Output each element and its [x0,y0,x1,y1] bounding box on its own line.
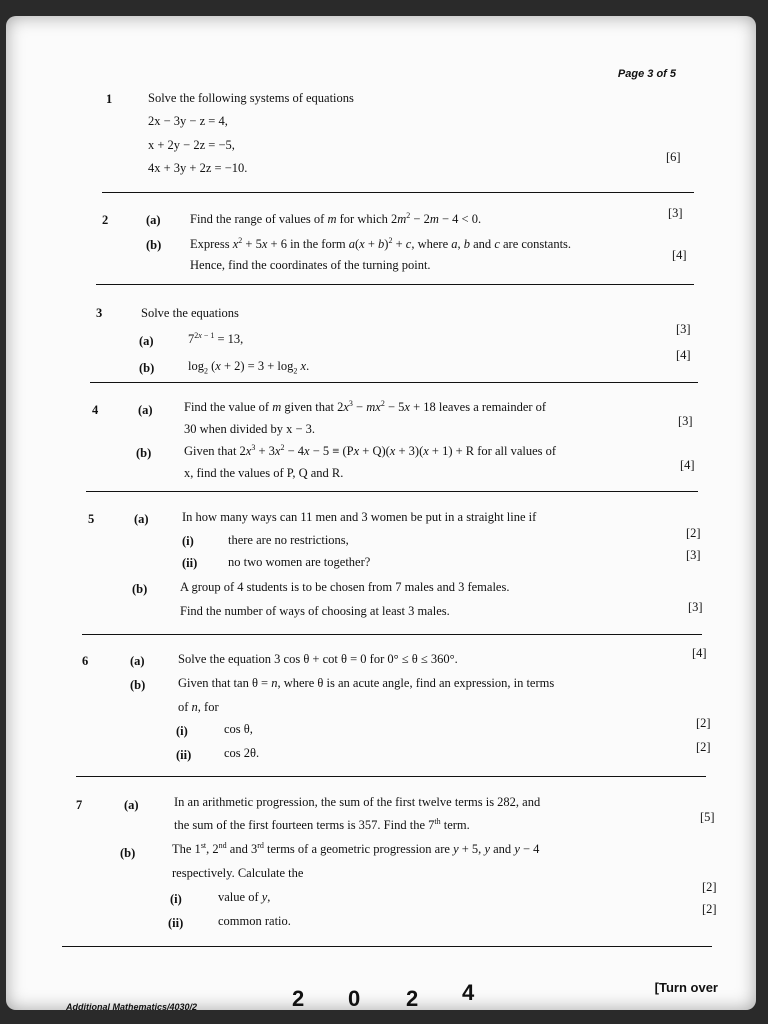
question-text: Find the value of m given that $2x^3 - mx^2 - 5x + 18$ leaves a remainder of [184,398,547,414]
subpart-label: (ii) [168,916,184,930]
question-number: 6 [82,654,89,668]
question-text: Given that tan θ = n, where θ is an acute angle, find an expression, in terms [178,676,555,690]
question-text: In how many ways can 11 men and 3 women be put in a straight line if [182,510,537,524]
part-label: (a) [130,654,145,668]
question-text: x, find the values of P, Q and R. [184,466,344,480]
question-text: cos θ, [224,722,253,736]
question-text: $\log_2 (x + 2) = 3 + \log_2 x$. [188,359,310,376]
subpart-label: (i) [170,892,182,906]
question-text: Hence, find the coordinates of the turning point. [190,258,431,272]
question-text: Find the range of values of m for which $2m^2 - 2m - 4 < 0$. [190,210,482,226]
question-text: The 1st, 2nd and 3rd terms of a geometric progression are y + 5, y and y − 4 [172,840,540,856]
question-text: the sum of the first fourteen terms is 357. Find the 7th term. [174,816,470,832]
marks: [4] [692,646,707,660]
divider [90,382,698,383]
divider [82,634,702,635]
marks: [3] [678,414,693,428]
year-digit: 4 [462,980,475,1005]
question-number: 4 [92,403,99,417]
divider [62,946,712,947]
marks: [2] [702,880,717,894]
subpart-label: (i) [176,724,188,738]
question-text: common ratio. [218,914,291,928]
question-stem: Solve the equations [141,306,239,320]
marks: [3] [688,600,703,614]
page-number: Page 3 of 5 [617,68,676,80]
question-number: 7 [76,798,83,812]
part-label: (b) [136,446,152,460]
question-text: $7^{2x - 1} = 13$, [188,330,244,346]
question-text: value of y, [218,890,271,904]
marks: [4] [680,458,695,472]
marks: [3] [686,548,701,562]
part-label: (a) [134,512,149,526]
part-label: (a) [146,213,161,227]
question-text: Solve the equation 3 cos θ + cot θ = 0 for 0° ≤ θ ≤ 360°. [178,652,458,666]
question-text: Given that $2x^3 + 3x^2 - 4x - 5 \equiv (Px + Q)(x + 3)(x + 1) + R$ for all values of [184,442,557,458]
part-label: (b) [132,582,148,596]
marks: [2] [696,740,711,754]
paper-code: Additional Mathematics/4030/2 [66,1002,198,1012]
divider [76,776,706,777]
marks: [4] [676,348,691,362]
subpart-label: (ii) [176,748,192,762]
marks: [3] [668,206,683,220]
part-label: (a) [138,403,153,417]
marks: [5] [700,810,715,824]
marks: [3] [676,322,691,336]
marks: [2] [702,902,717,916]
question-number: 5 [88,512,95,526]
question-number: 2 [102,213,109,227]
question-text: of n, for [178,700,219,714]
question-text: A group of 4 students is to be chosen from 7 males and 3 females. [180,580,510,594]
year-digit: 0 [348,986,361,1011]
question-number: 3 [96,306,103,320]
turn-over-note: [Turn over [654,980,718,995]
question-number: 1 [106,92,113,106]
subpart-label: (ii) [182,556,198,570]
question-text: there are no restrictions, [228,533,349,547]
marks: [2] [696,716,711,730]
marks: [4] [672,248,687,262]
equation: 4x + 3y + 2z = −10. [148,161,248,175]
question-text: 30 when divided by x − 3. [184,422,315,436]
part-label: (a) [124,798,139,812]
marks: [2] [686,526,701,540]
question-text: Find the number of ways of choosing at least 3 males. [180,604,450,618]
year-digit: 2 [406,986,419,1011]
divider [102,192,694,193]
part-label: (a) [139,334,154,348]
question-text: no two women are together? [228,555,371,569]
part-label: (b) [139,361,155,375]
marks: [6] [666,150,681,164]
question-text: Express $x^2 + 5x + 6$ in the form $a(x + b)^2 + c$, where a, b and c are constants. [190,235,572,251]
question-text: In an arithmetic progression, the sum of the first twelve terms is 282, and [174,795,541,809]
question-text: cos 2θ. [224,746,260,760]
part-label: (b) [130,678,146,692]
part-label: (b) [146,238,162,252]
equation: x + 2y − 2z = −5, [148,138,235,152]
equation: 2x − 3y − z = 4, [148,114,228,128]
divider [96,284,694,285]
exam-page [6,16,756,1010]
question-text: respectively. Calculate the [172,866,304,880]
year-digit: 2 [292,986,305,1011]
divider [86,491,698,492]
question-stem: Solve the following systems of equations [148,91,354,105]
subpart-label: (i) [182,534,194,548]
part-label: (b) [120,846,136,860]
